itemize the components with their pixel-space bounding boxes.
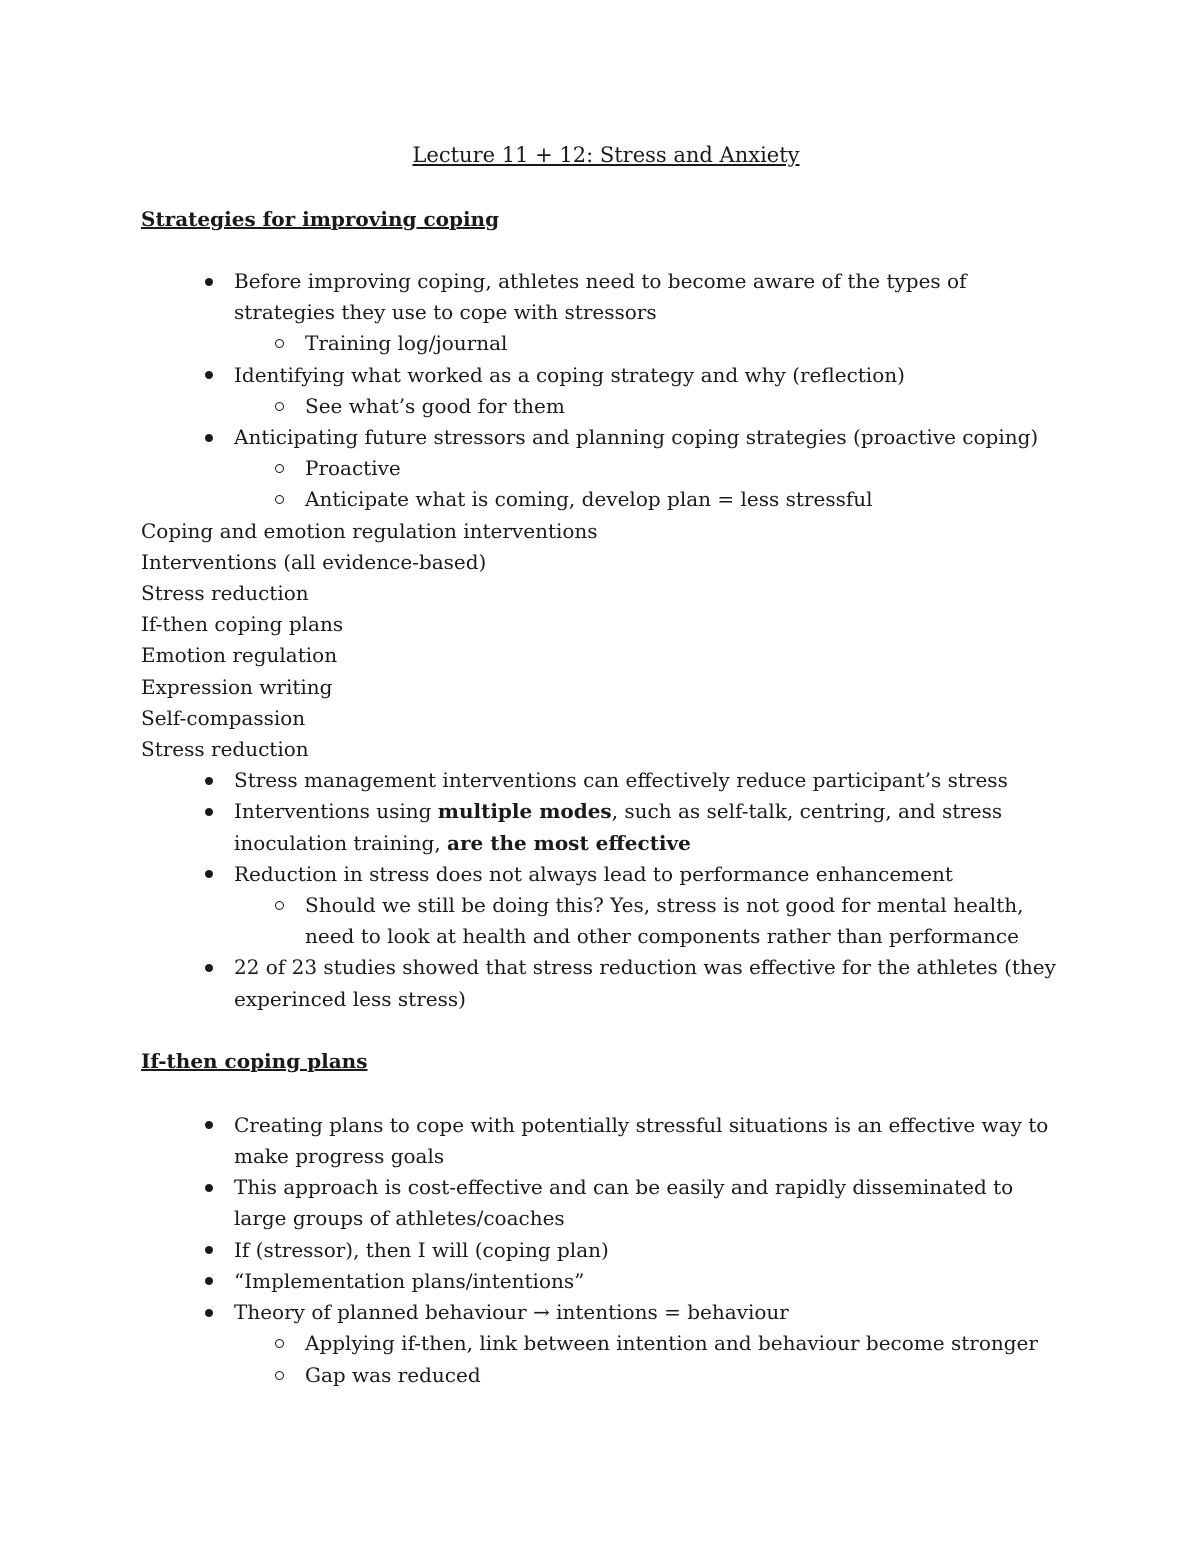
bullet-icon [202, 952, 216, 983]
hollow-bullet-icon [272, 1328, 286, 1359]
if-then-list [141, 1110, 1071, 1391]
bullet-icon [202, 360, 216, 391]
hollow-bullet-icon [272, 484, 286, 515]
text-line: Stress reduction [141, 737, 309, 762]
bullet-icon [202, 1172, 216, 1203]
bullet-icon [202, 1266, 216, 1297]
bullet-icon [202, 422, 216, 453]
list-item: Anticipating future stressors and planning coping strategies (proactive coping) [141, 422, 1071, 453]
sub-list-item: Anticipate what is coming, develop plan = less stressful [141, 484, 1071, 515]
bullet-icon [202, 1297, 216, 1328]
page-title: Lecture 11 + 12: Stress and Anxiety [412, 143, 800, 167]
list-item: Theory of planned behaviour → intentions = behaviour [141, 1297, 1071, 1328]
list-item: If (stressor), then I will (coping plan) [141, 1235, 1071, 1266]
list-item: Creating plans to cope with potentially stressful situations is an effective way to make progress goals [141, 1110, 1071, 1172]
bullet-icon [202, 1110, 216, 1141]
text-line: Coping and emotion regulation interventions [141, 518, 598, 543]
hollow-bullet-icon [272, 328, 286, 359]
sub-list-item: See what’s good for them [141, 391, 1071, 422]
coping-strategies-list [141, 266, 1071, 516]
text-line: Expression writing [141, 674, 333, 699]
text-line: Stress reduction [141, 581, 309, 606]
list-item: 22 of 23 studies showed that stress reduction was effective for the athletes (they experinced less stress) [141, 952, 1071, 1014]
sub-list-item: Proactive [141, 453, 1071, 484]
sub-list-item: Should we still be doing this? Yes, stress is not good for mental health, need to look at health and other components rather than performance [141, 890, 1071, 952]
section-heading-if-then: If-then coping plans [141, 1048, 368, 1073]
document-page [141, 140, 1071, 1391]
list-item: Interventions using multiple modes, such as self-talk, centring, and stress inoculation training, are the most effective [141, 796, 1071, 858]
section-heading-coping-strategies: Strategies for improving coping [141, 207, 500, 231]
list-item: Reduction in stress does not always lead to performance enhancement [141, 859, 1071, 890]
text-line: If-then coping plans [141, 612, 344, 637]
bold-text: are the most effective [447, 830, 691, 855]
sub-list-item: Training log/journal [141, 328, 1071, 359]
bullet-icon [202, 859, 216, 890]
bold-text: multiple modes [437, 799, 612, 824]
text-line: Emotion regulation [141, 643, 338, 668]
hollow-bullet-icon [272, 391, 286, 422]
bullet-icon [202, 266, 216, 297]
sub-list-item: Gap was reduced [141, 1360, 1071, 1391]
list-item: Identifying what worked as a coping strategy and why (reflection) [141, 360, 1071, 391]
sub-list-item: Applying if-then, link between intention and behaviour become stronger [141, 1328, 1071, 1359]
list-item: Before improving coping, athletes need to become aware of the types of strategies they use to cope with stressors [141, 266, 1071, 328]
list-item: This approach is cost-effective and can be easily and rapidly disseminated to large groups of athletes/coaches [141, 1172, 1071, 1234]
list-item: “Implementation plans/intentions” [141, 1266, 1071, 1297]
stress-reduction-list [141, 765, 1071, 1015]
hollow-bullet-icon [272, 890, 286, 921]
text-line: Interventions (all evidence-based) [141, 549, 487, 574]
bullet-icon [202, 796, 216, 827]
list-item: Stress management interventions can effectively reduce participant’s stress [141, 765, 1071, 796]
bullet-icon [202, 1235, 216, 1266]
bullet-icon [202, 765, 216, 796]
hollow-bullet-icon [272, 1360, 286, 1391]
text-line: Self-compassion [141, 705, 306, 730]
hollow-bullet-icon [272, 453, 286, 484]
